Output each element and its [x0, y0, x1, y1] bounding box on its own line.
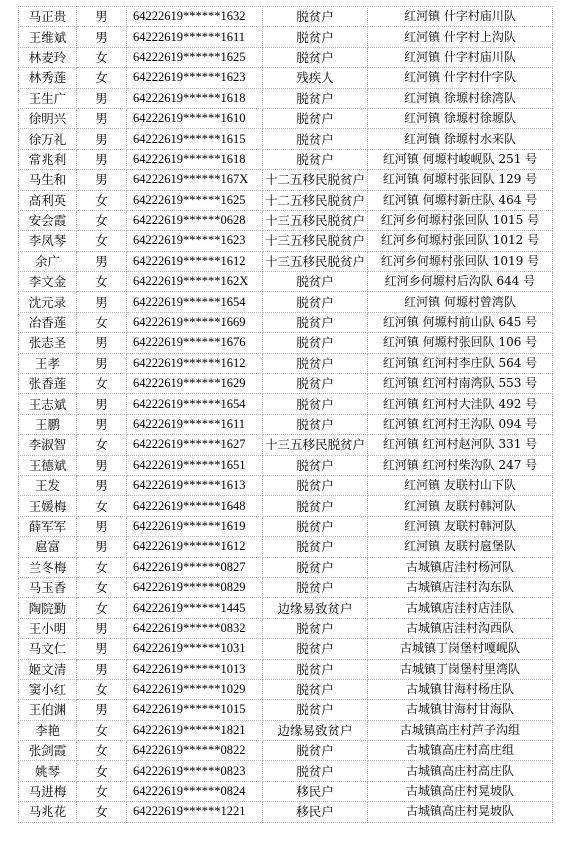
id-number-cell: 64222619******1632: [127, 7, 263, 27]
household-type-cell: 脱贫户: [263, 88, 368, 108]
address-cell: 红河镇 什字村上沟队: [368, 27, 553, 47]
id-number-cell: 64222619******1669: [127, 312, 263, 332]
table-row: [19, 374, 553, 394]
id-number-cell: 64222619******0827: [127, 557, 263, 577]
household-type-cell: 边缘易致贫户: [263, 720, 368, 740]
table-row: [19, 149, 553, 169]
gender-cell: 男: [77, 659, 127, 679]
gender-cell: 女: [77, 210, 127, 230]
person-name-cell: 王生广: [19, 88, 77, 108]
table-row: [19, 557, 553, 577]
table-row: [19, 577, 553, 597]
id-number-cell: 64222619******1445: [127, 598, 263, 618]
address-cell: 古城镇高庄村高庄队: [368, 761, 553, 781]
household-type-cell: 脱贫户: [263, 27, 368, 47]
id-number-cell: 64222619******1654: [127, 394, 263, 414]
person-name-cell: 沈元录: [19, 292, 77, 312]
gender-cell: 男: [77, 149, 127, 169]
person-name-cell: 窦小红: [19, 679, 77, 699]
gender-cell: 男: [77, 475, 127, 495]
gender-cell: 女: [77, 47, 127, 67]
person-name-cell: 马兆花: [19, 802, 77, 822]
id-number-cell: 64222619******1611: [127, 27, 263, 47]
household-type-cell: 脱贫户: [263, 761, 368, 781]
gender-cell: 男: [77, 170, 127, 190]
person-name-cell: 王小明: [19, 618, 77, 638]
id-number-cell: 64222619******0822: [127, 741, 263, 761]
address-cell: 古城镇高庄村晃坡队: [368, 781, 553, 801]
address-cell: 红河乡何塬村张回队 1012 号: [368, 231, 553, 251]
gender-cell: 女: [77, 598, 127, 618]
address-cell: 红河乡何塬村张回队 1015 号: [368, 210, 553, 230]
address-cell: 古城镇高庄村芦子沟组: [368, 720, 553, 740]
table-row: [19, 741, 553, 761]
id-number-cell: 64222619******1625: [127, 190, 263, 210]
table-row: [19, 190, 553, 210]
address-cell: 红河镇 何塬村张回队 106 号: [368, 333, 553, 353]
person-name-cell: 陶院勤: [19, 598, 77, 618]
table-row: [19, 475, 553, 495]
gender-cell: 女: [77, 761, 127, 781]
id-number-cell: 64222619******1654: [127, 292, 263, 312]
table-row: [19, 272, 553, 292]
table-row: [19, 720, 553, 740]
gender-cell: 女: [77, 231, 127, 251]
address-cell: 古城镇店洼村沟西队: [368, 618, 553, 638]
id-number-cell: 64222619******1029: [127, 679, 263, 699]
address-cell: 红河镇 红河村大洼队 492 号: [368, 394, 553, 414]
gender-cell: 女: [77, 272, 127, 292]
table-row: [19, 353, 553, 373]
id-number-cell: 64222619******1676: [127, 333, 263, 353]
id-number-cell: 64222619******0829: [127, 577, 263, 597]
household-type-cell: 脱贫户: [263, 47, 368, 67]
id-number-cell: 64222619******0832: [127, 618, 263, 638]
address-cell: 红河镇 何塬村峻岘队 251 号: [368, 149, 553, 169]
person-name-cell: 冶香莲: [19, 312, 77, 332]
person-name-cell: 王鹏: [19, 414, 77, 434]
person-name-cell: 高利英: [19, 190, 77, 210]
address-cell: 红河镇 友联村韩河队: [368, 516, 553, 536]
table-row: [19, 496, 553, 516]
table-row: [19, 333, 553, 353]
id-number-cell: 64222619******1610: [127, 108, 263, 128]
person-name-cell: 常兆利: [19, 149, 77, 169]
person-name-cell: 徐明兴: [19, 108, 77, 128]
address-cell: 红河镇 红河村王沟队 094 号: [368, 414, 553, 434]
gender-cell: 男: [77, 414, 127, 434]
table-row: [19, 618, 553, 638]
household-type-cell: 十二五移民脱贫户: [263, 170, 368, 190]
table-row: [19, 659, 553, 679]
table-row: [19, 394, 553, 414]
id-number-cell: 64222619******1612: [127, 251, 263, 271]
household-type-cell: 脱贫户: [263, 700, 368, 720]
person-name-cell: 马正贵: [19, 7, 77, 27]
address-cell: 古城镇高庄村高庄组: [368, 741, 553, 761]
person-name-cell: 马进梅: [19, 781, 77, 801]
person-name-cell: 马文仁: [19, 639, 77, 659]
household-type-cell: 脱贫户: [263, 639, 368, 659]
household-type-cell: 脱贫户: [263, 516, 368, 536]
id-number-cell: 64222619******1031: [127, 639, 263, 659]
person-name-cell: 王发: [19, 475, 77, 495]
person-name-cell: 兰冬梅: [19, 557, 77, 577]
address-cell: 红河镇 红河村柴沟队 247 号: [368, 455, 553, 475]
household-type-cell: 移民户: [263, 802, 368, 822]
table-row: [19, 210, 553, 230]
id-number-cell: 64222619******1623: [127, 68, 263, 88]
gender-cell: 男: [77, 537, 127, 557]
table-row: [19, 455, 553, 475]
table-row: [19, 639, 553, 659]
person-name-cell: 安会霞: [19, 210, 77, 230]
gender-cell: 男: [77, 353, 127, 373]
table-row: [19, 129, 553, 149]
household-type-cell: 残疾人: [263, 68, 368, 88]
gender-cell: 男: [77, 27, 127, 47]
id-number-cell: 64222619******1623: [127, 231, 263, 251]
table-row: [19, 414, 553, 434]
gender-cell: 男: [77, 108, 127, 128]
table-row: [19, 88, 553, 108]
person-name-cell: 王志斌: [19, 394, 77, 414]
id-number-cell: 64222619******1627: [127, 435, 263, 455]
id-number-cell: 64222619******1611: [127, 414, 263, 434]
table-row: [19, 231, 553, 251]
gender-cell: 男: [77, 7, 127, 27]
id-number-cell: 64222619******1651: [127, 455, 263, 475]
household-type-cell: 脱贫户: [263, 394, 368, 414]
person-name-cell: 王德斌: [19, 455, 77, 475]
household-type-cell: 脱贫户: [263, 7, 368, 27]
household-type-cell: 脱贫户: [263, 475, 368, 495]
gender-cell: 男: [77, 292, 127, 312]
person-name-cell: 马生和: [19, 170, 77, 190]
table-row: [19, 802, 553, 822]
roster-table-body: [19, 7, 553, 823]
person-name-cell: 王媛梅: [19, 496, 77, 516]
household-type-cell: 脱贫户: [263, 353, 368, 373]
gender-cell: 男: [77, 129, 127, 149]
table-row: [19, 679, 553, 699]
gender-cell: 女: [77, 496, 127, 516]
household-type-cell: 脱贫户: [263, 679, 368, 699]
household-type-cell: 移民户: [263, 781, 368, 801]
person-name-cell: 李淑智: [19, 435, 77, 455]
household-type-cell: 脱贫户: [263, 577, 368, 597]
household-type-cell: 脱贫户: [263, 129, 368, 149]
gender-cell: 男: [77, 333, 127, 353]
id-number-cell: 64222619******0823: [127, 761, 263, 781]
id-number-cell: 64222619******1821: [127, 720, 263, 740]
person-name-cell: 薛军军: [19, 516, 77, 536]
gender-cell: 男: [77, 88, 127, 108]
gender-cell: 女: [77, 312, 127, 332]
household-type-cell: 脱贫户: [263, 108, 368, 128]
household-type-cell: 边缘易致贫户: [263, 598, 368, 618]
person-name-cell: 张志圣: [19, 333, 77, 353]
gender-cell: 男: [77, 251, 127, 271]
table-row: [19, 292, 553, 312]
id-number-cell: 64222619******1618: [127, 149, 263, 169]
gender-cell: 女: [77, 720, 127, 740]
id-number-cell: 64222619******1221: [127, 802, 263, 822]
address-cell: 红河镇 什字村庙川队: [368, 7, 553, 27]
gender-cell: 男: [77, 394, 127, 414]
id-number-cell: 64222619******1612: [127, 537, 263, 557]
gender-cell: 女: [77, 781, 127, 801]
household-type-cell: 脱贫户: [263, 659, 368, 679]
id-number-cell: 64222619******167X: [127, 170, 263, 190]
table-row: [19, 516, 553, 536]
household-type-cell: 脱贫户: [263, 414, 368, 434]
person-name-cell: 王维斌: [19, 27, 77, 47]
roster-table: [18, 6, 553, 823]
table-row: [19, 537, 553, 557]
household-type-cell: 脱贫户: [263, 557, 368, 577]
person-name-cell: 李文金: [19, 272, 77, 292]
table-row: [19, 47, 553, 67]
person-name-cell: 林秀莲: [19, 68, 77, 88]
table-row: [19, 761, 553, 781]
household-type-cell: 十三五移民脱贫户: [263, 251, 368, 271]
address-cell: 古城镇甘海村甘海队: [368, 700, 553, 720]
person-name-cell: 姚琴: [19, 761, 77, 781]
household-type-cell: 脱贫户: [263, 496, 368, 516]
person-name-cell: 扈富: [19, 537, 77, 557]
table-row: [19, 68, 553, 88]
id-number-cell: 64222619******0628: [127, 210, 263, 230]
address-cell: 红河镇 什字村什字队: [368, 68, 553, 88]
gender-cell: 女: [77, 68, 127, 88]
household-type-cell: 脱贫户: [263, 333, 368, 353]
gender-cell: 男: [77, 700, 127, 720]
address-cell: 红河镇 何塬村新庄队 464 号: [368, 190, 553, 210]
address-cell: 红河镇 红河村李庄队 564 号: [368, 353, 553, 373]
person-name-cell: 李艳: [19, 720, 77, 740]
address-cell: 红河镇 何塬村曾湾队: [368, 292, 553, 312]
table-row: [19, 781, 553, 801]
address-cell: 红河镇 什字村庙川队: [368, 47, 553, 67]
id-number-cell: 64222619******1013: [127, 659, 263, 679]
address-cell: 古城镇丁岗堡村里湾队: [368, 659, 553, 679]
table-row: [19, 27, 553, 47]
address-cell: 古城镇丁岗堡村嘎岘队: [368, 639, 553, 659]
person-name-cell: 徐万礼: [19, 129, 77, 149]
address-cell: 红河镇 徐塬村徐湾队: [368, 88, 553, 108]
table-row: [19, 108, 553, 128]
address-cell: 红河镇 何塬村张回队 129 号: [368, 170, 553, 190]
gender-cell: 女: [77, 741, 127, 761]
household-type-cell: 脱贫户: [263, 149, 368, 169]
household-type-cell: 十三五移民脱贫户: [263, 210, 368, 230]
table-row: [19, 700, 553, 720]
id-number-cell: 64222619******1612: [127, 353, 263, 373]
table-row: [19, 312, 553, 332]
household-type-cell: 十三五移民脱贫户: [263, 231, 368, 251]
person-name-cell: 余广: [19, 251, 77, 271]
id-number-cell: 64222619******0824: [127, 781, 263, 801]
gender-cell: 女: [77, 802, 127, 822]
address-cell: 古城镇甘海村杨庄队: [368, 679, 553, 699]
id-number-cell: 64222619******1613: [127, 475, 263, 495]
person-name-cell: 张香莲: [19, 374, 77, 394]
person-name-cell: 张剑霞: [19, 741, 77, 761]
household-type-cell: 脱贫户: [263, 741, 368, 761]
address-cell: 红河镇 徐塬村徐塬队: [368, 108, 553, 128]
household-type-cell: 十二五移民脱贫户: [263, 190, 368, 210]
address-cell: 红河乡何塬村后沟队 644 号: [368, 272, 553, 292]
table-row: [19, 7, 553, 27]
address-cell: 红河镇 徐塬村水来队: [368, 129, 553, 149]
household-type-cell: 脱贫户: [263, 272, 368, 292]
address-cell: 古城镇店洼村杨河队: [368, 557, 553, 577]
household-type-cell: 脱贫户: [263, 537, 368, 557]
table-row: [19, 251, 553, 271]
household-type-cell: 十三五移民脱贫户: [263, 435, 368, 455]
gender-cell: 男: [77, 455, 127, 475]
gender-cell: 女: [77, 190, 127, 210]
address-cell: 红河乡何塬村张回队 1019 号: [368, 251, 553, 271]
household-type-cell: 脱贫户: [263, 374, 368, 394]
table-row: [19, 170, 553, 190]
id-number-cell: 64222619******1629: [127, 374, 263, 394]
gender-cell: 女: [77, 374, 127, 394]
id-number-cell: 64222619******1618: [127, 88, 263, 108]
person-name-cell: 林麦玲: [19, 47, 77, 67]
household-type-cell: 脱贫户: [263, 312, 368, 332]
address-cell: 红河镇 何塬村前山队 645 号: [368, 312, 553, 332]
address-cell: 红河镇 友联村韩河队: [368, 496, 553, 516]
id-number-cell: 64222619******1648: [127, 496, 263, 516]
address-cell: 红河镇 红河村南湾队 553 号: [368, 374, 553, 394]
address-cell: 红河镇 红河村赵河队 331 号: [368, 435, 553, 455]
gender-cell: 女: [77, 577, 127, 597]
person-name-cell: 王孝: [19, 353, 77, 373]
id-number-cell: 64222619******1615: [127, 129, 263, 149]
document-sheet: [18, 6, 552, 823]
id-number-cell: 64222619******1625: [127, 47, 263, 67]
id-number-cell: 64222619******1619: [127, 516, 263, 536]
address-cell: 古城镇高庄村晃坡队: [368, 802, 553, 822]
table-row: [19, 598, 553, 618]
gender-cell: 男: [77, 516, 127, 536]
address-cell: 古城镇店洼村沟东队: [368, 577, 553, 597]
person-name-cell: 马玉香: [19, 577, 77, 597]
address-cell: 古城镇店洼村店洼队: [368, 598, 553, 618]
gender-cell: 女: [77, 557, 127, 577]
household-type-cell: 脱贫户: [263, 292, 368, 312]
person-name-cell: 姬文清: [19, 659, 77, 679]
gender-cell: 女: [77, 679, 127, 699]
person-name-cell: 王伯渊: [19, 700, 77, 720]
gender-cell: 女: [77, 435, 127, 455]
household-type-cell: 脱贫户: [263, 455, 368, 475]
id-number-cell: 64222619******1015: [127, 700, 263, 720]
id-number-cell: 64222619******162X: [127, 272, 263, 292]
person-name-cell: 李凤琴: [19, 231, 77, 251]
address-cell: 红河镇 友联村山下队: [368, 475, 553, 495]
address-cell: 红河镇 友联村扈堡队: [368, 537, 553, 557]
table-row: [19, 435, 553, 455]
household-type-cell: 脱贫户: [263, 618, 368, 638]
gender-cell: 男: [77, 618, 127, 638]
gender-cell: 男: [77, 639, 127, 659]
